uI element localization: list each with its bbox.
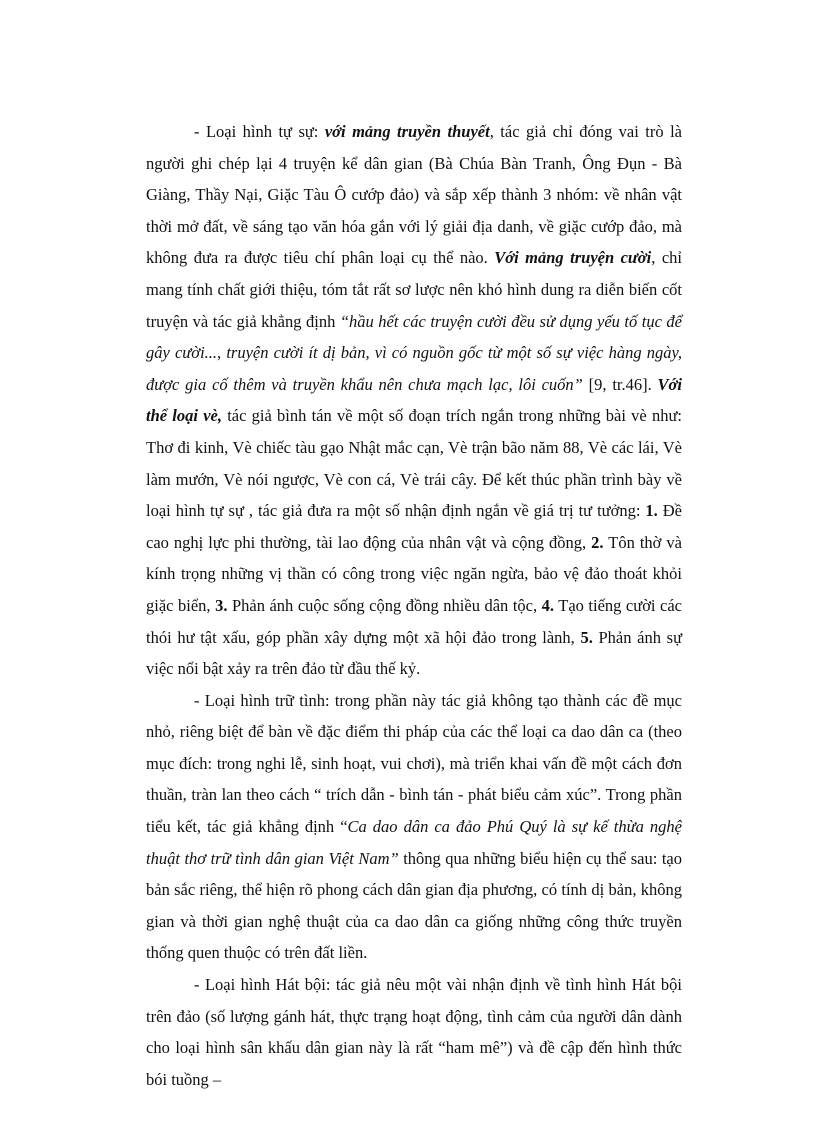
text-segment: tác giả bình tán về một số đoạn trích ngắn trong những bài vè như: Thơ đi kinh, Vè chiếc tàu gạo Nhật mắc cạn, Vè trận bão năm 88, Vè các lái, Vè làm mướn, Vè nói ngược, Vè con cá, Vè trái cây. Để kết thúc phần trình bày về loại hình tự sự , tác giả đưa ra một số nhận định ngắn về giá trị tư tưởng: [146,406,682,521]
bold-italic-phrase: với mảng truyền thuyết [324,122,490,141]
text-segment: - Loại hình trữ tình: trong phần này tác giả không tạo thành các đề mục nhỏ, riêng biệt để bàn về đặc điểm thi pháp của các thể loại ca dao dân ca (theo mục đích: trong nghi lễ, sinh hoạt, vui chơi), mà triển khai vấn đề một cách đơn thuần, tràn lan theo cách “ trích dẫn - bình tán - phát biểu cảm xúc”. Trong phần tiểu kết, tác giả khẳng định “ [146,690,682,837]
text-segment: - Loại hình Hát bội: tác giả nêu một vài nhận định về tình hình Hát bội trên đảo (số lượng gánh hát, thực trạng hoạt động, tình cảm của người dân dành cho loại hình sân khấu dân gian này là rất “ham mê”) và đề cập đến hình thức bói tuồng – [146,975,682,1089]
document-body [146,116,682,1095]
text-segment: , chỉ mang tính chất giới thiệu, tóm tắt rất sơ lược nên khó hình dung ra diễn biến cốt truyện và tác giả khẳng định [146,248,682,331]
italic-quote: “hầu hết các truyện cười đều sử dụng yếu tố tục để gây cười..., truyện cười ít dị bản, vì có nguồn gốc từ một số sự việc hàng ngày, được gia cố thêm và truyền khẩu nên chưa mạch lạc, lôi cuốn” [146,311,682,394]
text-segment: Phản ánh cuộc sống cộng đồng nhiều dân tộc, [227,595,542,615]
list-number: 4. [541,595,555,615]
italic-quote: Ca dao dân ca đảo Phú Quý là sự kế thừa nghệ thuật thơ trữ tình dân gian Việt Nam” [146,817,682,868]
text-segment: - Loại hình tự sự: [194,122,325,141]
paragraph-narrative-genre [146,116,682,685]
text-segment: , tác giả chỉ đóng vai trò là người ghi chép lại 4 truyện kể dân gian (Bà Chúa Bàn Tranh, Ông Đụn - Bà Giàng, Thầy Nại, Giặc Tàu Ô cướp đảo) và sắp xếp thành 3 nhóm: về nhân vật thời mở đất, về sáng tạo văn hóa gắn với lý giải địa danh, về giặc cướp đảo, mà không đưa ra được tiêu chí phân loại cụ thể nào. [146,122,682,268]
paragraph-lyric-genre [146,685,682,969]
citation: [9, tr.46]. [582,374,658,394]
list-number: 3. [215,595,228,615]
text-segment: Tôn thờ và kính trọng những vị thần có công trong việc ngăn ngừa, bảo vệ đảo thoát khỏi giặc biển, [146,532,682,615]
list-number: 5. [580,627,593,647]
text-segment: thông qua những biểu hiện cụ thể sau: tạo bản sắc riêng, thể hiện rõ phong cách dân gian địa phương, có tính dị bản, không gian và thời gian nghệ thuật của ca dao dân ca giống những công thức truyền thống quen thuộc có trên đất liền. [146,848,682,963]
list-number: 1. [645,501,658,521]
paragraph-hat-boi-genre [146,969,682,1095]
text-segment: Phản ánh sự việc nổi bật xảy ra trên đảo từ đầu thế kỷ. [146,627,683,679]
bold-italic-phrase: Với mảng truyện cười [494,248,652,268]
text-segment: Đề cao nghị lực phi thường, tài lao động của nhân vật và cộng đồng, [146,501,682,552]
list-number: 2. [591,532,604,552]
text-segment: Tạo tiếng cười các thói hư tật xấu, góp phần xây dựng một xã hội đảo trong lành, [146,595,682,647]
bold-italic-phrase: Với thể loại vè, [146,374,682,426]
